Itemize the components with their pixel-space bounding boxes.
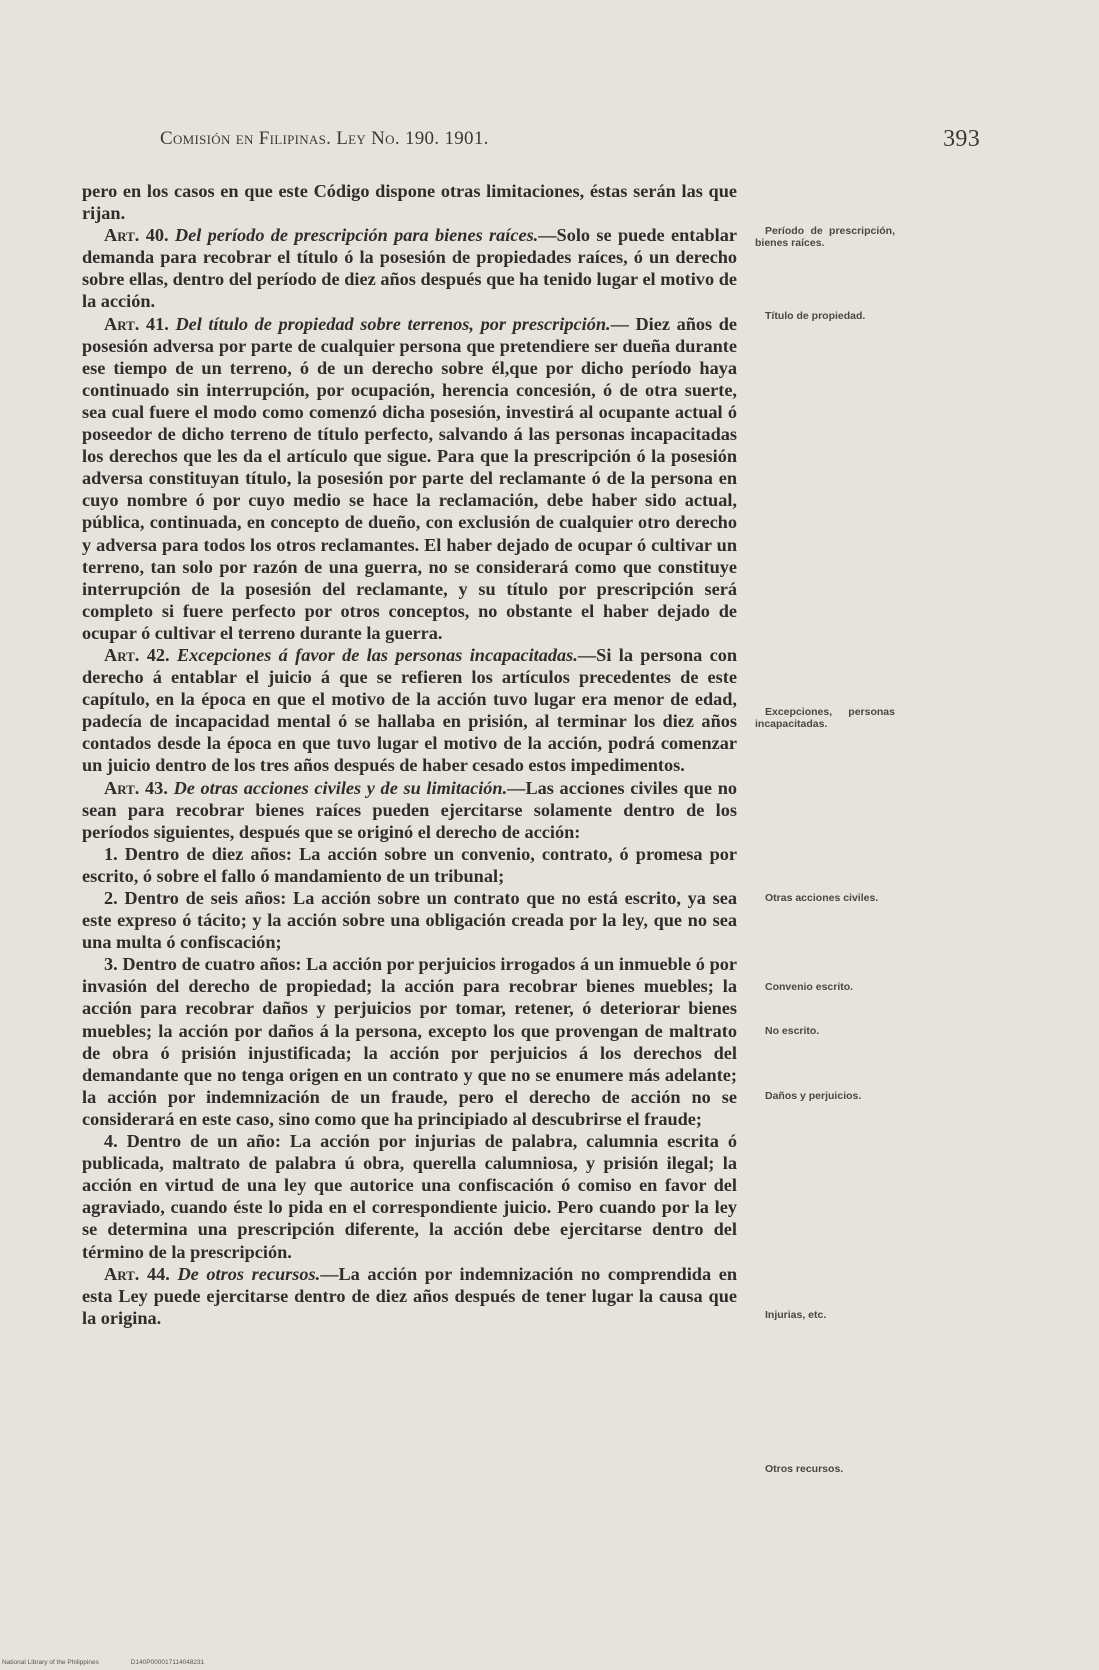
article-41 bbox=[82, 313, 737, 644]
library-credit: National Library of the Philippines bbox=[2, 1659, 99, 1666]
article-40 bbox=[82, 224, 737, 312]
margin-note: Daños y perjuicios. bbox=[765, 1090, 862, 1102]
margin-note: Otros recursos. bbox=[765, 1463, 844, 1475]
margin-note: No escrito. bbox=[765, 1025, 820, 1037]
margin-note: Convenio escrito. bbox=[765, 981, 854, 993]
article-title: De otras acciones civiles y de su limitación. bbox=[173, 777, 508, 798]
article-label: Art. 41. bbox=[104, 313, 169, 334]
article-text: —Las acciones civiles que no sean para recobrar bienes raíces pueden ejercitarse solamente dentro de los períodos siguientes, después que se originó el derecho de acción: bbox=[82, 777, 737, 842]
page-number: 393 bbox=[943, 126, 980, 152]
margin-note: Injurias, etc. bbox=[765, 1309, 827, 1321]
article-43 bbox=[82, 777, 737, 843]
article-text: —La acción por indemnización no comprendida en esta Ley puede ejercitarse dentro de diez años después de tener lugar la causa que la origina. bbox=[82, 1263, 737, 1328]
article-text: —Solo se puede entablar demanda para recobrar el título ó la posesión de propiedades raíces, ó un derecho sobre ellas, dentro del período de diez años después que ha tenido lugar el motivo de la acción. bbox=[82, 225, 737, 312]
running-head-title: Comisión en Filipinas. Ley No. 190. 1901. bbox=[160, 128, 489, 149]
scan-code: D140P000017114048231 bbox=[130, 1659, 205, 1666]
article-44 bbox=[82, 1263, 737, 1329]
margin-note: Otras acciones civiles. bbox=[765, 892, 879, 904]
list-item-3: 3. Dentro de cuatro años: La acción por perjuicios irrogados á un inmueble ó por invasión del derecho de propiedad; la acción para recobrar bienes muebles; la acción para recobrar daños y perjuicios por tomar, retener, ó deteriorar bienes muebles; la acción por daños á la persona, excepto los que provengan de maltrato de obra ó prisión injustificada; la acción por perjuicios á los derechos del demandante que no tenga origen en un contrato y que no se enumere más adelante; la acción por indemnización de un fraude, pero el derecho de acción no se considerará en este caso, sino como que ha principiado al descubrirse el fraude; bbox=[82, 954, 737, 1129]
body-text bbox=[82, 180, 737, 1329]
article-42 bbox=[82, 644, 737, 777]
article-title: Del período de prescripción para bienes raíces. bbox=[174, 225, 539, 246]
article-title: De otros recursos. bbox=[177, 1263, 321, 1284]
paragraph-continuation: pero en los casos en que este Código dispone otras limitaciones, éstas serán las que rijan. bbox=[82, 181, 737, 224]
article-text: —Si la persona con derecho á entablar el juicio á que se refieren los artículos precedentes de este capítulo, en la época en que el motivo de la acción tuvo lugar era menor de edad, padecía de incapacidad mental ó se hallaba en prisión, al terminar los diez años contados desde la época en que tuvo lugar el motivo de la acción, podrá comenzar un juicio dentro de los tres años después de haber cesado estos impedimentos. bbox=[82, 644, 738, 776]
list-item-1: 1. Dentro de diez años: La acción sobre un convenio, contrato, ó promesa por escrito, ó sobre el fallo ó mandamiento de un tribunal; bbox=[82, 843, 737, 886]
scan-footer bbox=[2, 1659, 234, 1666]
article-label: Art. 44. bbox=[104, 1263, 170, 1284]
article-text: — Diez años de posesión adversa por parte de cualquier persona que pretendiere ser dueña durante ese tiempo de un terreno, ó de un derecho sobre él,que por dicho período haya continuado sin interrupción, por ocupación, herencia concesión, ó de otra suerte, sea cual fuere el modo como comenzó dicha posesión, investirá al ocupante actual ó poseedor de dicho terreno de título perfecto, salvando á las personas incapacitadas los derechos que les da el artículo que sigue. Para que la prescripción ó la posesión adversa constituyan título, la posesión por parte del reclamante ó de la persona en cuyo nombre ó por cuyo medio se hace la reclamación, debe haber sido actual, pública, continuada, en concepto de dueño, con exclusión de cualquier otro derecho y adversa para todos los otros reclamantes. El haber dejado de ocupar ó cultivar un terreno, tan solo por razón de una guerra, no se considerará como que constituye interrupción de la posesión del reclamante, y su título por prescripción será completo si fuere perfecto por otros conceptos, no obstante el haber dejado de ocupar ó cultivar el terreno durante la guerra. bbox=[82, 313, 738, 643]
margin-note: Excepciones, personas incapacitadas. bbox=[755, 706, 895, 730]
article-title: Excepciones á favor de las personas incapacitadas. bbox=[176, 644, 578, 665]
article-label: Art. 40. bbox=[104, 225, 169, 246]
article-label: Art. 42. bbox=[104, 644, 170, 665]
margin-note: Título de propiedad. bbox=[765, 310, 866, 322]
list-item-2: 2. Dentro de seis años: La acción sobre un contrato que no está escrito, ya sea este expreso ó tácito; y la acción sobre una obligación creada por la ley, que no sea una multa ó confiscación; bbox=[82, 888, 737, 953]
running-head bbox=[160, 128, 980, 150]
article-title: Del título de propiedad sobre terrenos, por prescripción. bbox=[175, 313, 611, 334]
article-label: Art. 43. bbox=[104, 777, 168, 798]
margin-note: Período de prescripción, bienes raíces. bbox=[755, 225, 895, 249]
list-item-4: 4. Dentro de un año: La acción por injurias de palabra, calumnia escrita ó publicada, maltrato de palabra ú obra, querella calumniosa, y prisión ilegal; la acción en virtud de una ley que autorice una confiscación ó comiso en favor del agraviado, cuando éste lo pida en el correspondiente juicio. Pero cuando por la ley se determina una prescripción diferente, la acción debe ejercitarse dentro del término de la prescripción. bbox=[82, 1131, 737, 1262]
